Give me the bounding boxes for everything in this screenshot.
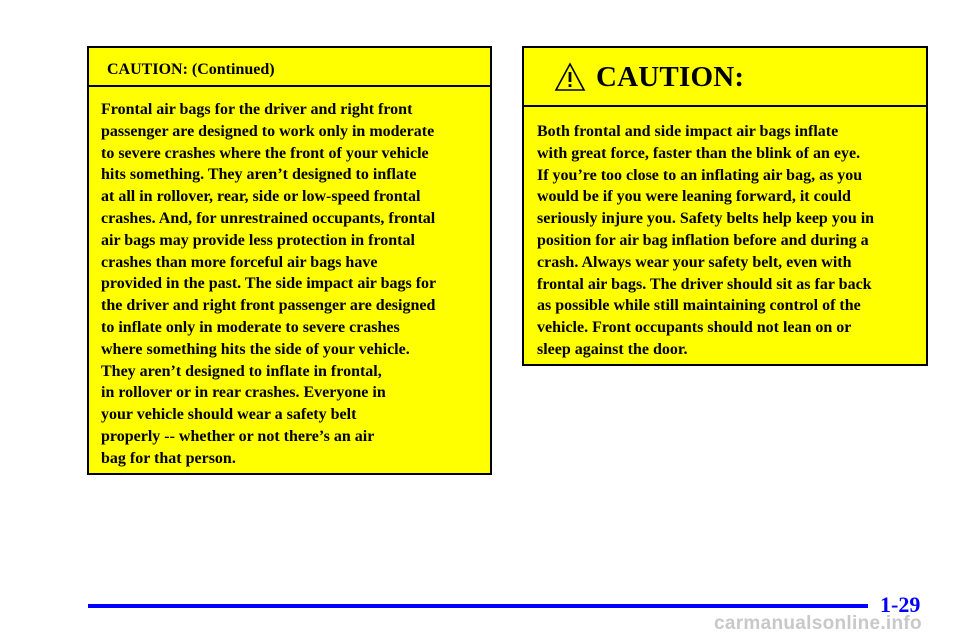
body-line: crashes. And, for unrestrained occupants, frontal [101, 209, 436, 227]
body-line: where something hits the side of your vehicle. [101, 340, 410, 358]
caution-body [524, 107, 926, 361]
body-line: hits something. They aren’t designed to inflate [101, 166, 417, 184]
caution-title: CAUTION: [596, 60, 745, 93]
body-line: the driver and right front passenger are designed [101, 297, 436, 315]
body-line: your vehicle should wear a safety belt [101, 406, 357, 424]
body-line: crash. Always wear your safety belt, even with [537, 253, 852, 271]
body-line: bag for that person. [101, 449, 236, 467]
caution-header [524, 48, 926, 107]
body-line: vehicle. Front occupants should not lean on or [537, 319, 852, 337]
body-line: to severe crashes where the front of your vehicle [101, 144, 429, 162]
body-line: crashes than more forceful air bags have [101, 253, 378, 271]
body-line: frontal air bags. The driver should sit as far back [537, 275, 872, 293]
body-line: position for air bag inflation before and during a [537, 231, 869, 249]
body-line: at all in rollover, rear, side or low-speed frontal [101, 188, 421, 206]
body-line: They aren’t designed to inflate in frontal, [101, 362, 382, 380]
caution-continued-body [89, 87, 490, 470]
body-line: provided in the past. The side impact air bags for [101, 275, 437, 293]
body-line: in rollover or in rear crashes. Everyone in [101, 384, 386, 402]
body-line: Both frontal and side impact air bags inflate [537, 123, 839, 140]
body-line: with great force, faster than the blink of an eye. [537, 144, 861, 162]
body-line: seriously injure you. Safety belts help keep you in [537, 210, 875, 228]
caution-box [522, 46, 928, 366]
body-line: Frontal air bags for the driver and right front [101, 101, 413, 118]
page-number: 1-29 [880, 592, 921, 617]
caution-continued-box [87, 46, 492, 475]
watermark: carmanualsonline.info [714, 613, 922, 634]
body-line: air bags may provide less protection in frontal [101, 231, 415, 249]
body-line: as possible while still maintaining control of the [537, 297, 861, 315]
body-line: would be if you were leaning forward, it could [537, 188, 851, 206]
body-line: to inflate only in moderate to severe crashes [101, 318, 400, 336]
body-line: properly -- whether or not there’s an air [101, 427, 375, 445]
body-line: passenger are designed to work only in moderate [101, 122, 435, 140]
body-line: If you’re too close to an inflating air bag, as you [537, 166, 863, 184]
warning-triangle-icon [554, 62, 586, 92]
body-line: sleep against the door. [537, 340, 688, 358]
footer-rule [88, 604, 868, 608]
caution-continued-header: CAUTION: (Continued) [89, 48, 490, 87]
